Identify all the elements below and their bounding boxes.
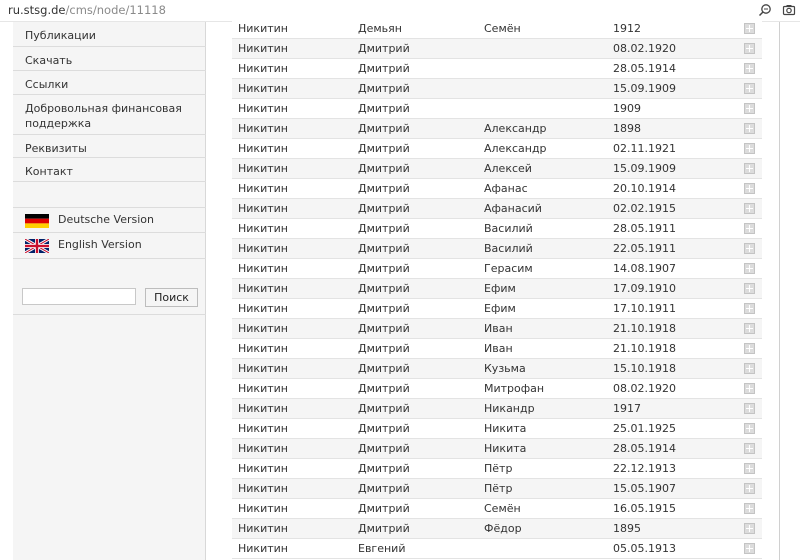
table-row — [232, 419, 762, 439]
search-button[interactable]: Поиск — [145, 288, 198, 307]
menu-item-label: Ссылки — [25, 78, 69, 91]
first-name-cell: Дмитрий — [358, 202, 410, 215]
surname-cell: Никитин — [238, 382, 288, 395]
menu-item-requisites[interactable] — [13, 135, 206, 158]
expand-plus-icon[interactable] — [744, 83, 755, 94]
surname-cell: Никитин — [238, 522, 288, 535]
first-name-cell: Дмитрий — [358, 42, 410, 55]
date-cell: 25.01.1925 — [613, 422, 676, 435]
expand-plus-icon[interactable] — [744, 323, 755, 334]
patronymic-cell: Ефим — [484, 302, 516, 315]
expand-plus-icon[interactable] — [744, 223, 755, 234]
date-cell: 17.10.1911 — [613, 302, 676, 315]
first-name-cell: Дмитрий — [358, 222, 410, 235]
expand-plus-icon[interactable] — [744, 43, 755, 54]
date-cell: 21.10.1918 — [613, 342, 676, 355]
camera-icon[interactable] — [782, 3, 796, 17]
patronymic-cell: Никита — [484, 422, 527, 435]
menu-item-label: Скачать — [25, 54, 73, 67]
first-name-cell: Дмитрий — [358, 422, 410, 435]
url-text[interactable] — [8, 3, 166, 17]
expand-plus-icon[interactable] — [744, 523, 755, 534]
menu-item-links[interactable] — [13, 71, 206, 95]
table-row — [232, 19, 762, 39]
patronymic-cell: Кузьма — [484, 362, 526, 375]
table-row — [232, 79, 762, 99]
first-name-cell: Дмитрий — [358, 262, 410, 275]
patronymic-cell: Пётр — [484, 482, 513, 495]
patronymic-cell: Пётр — [484, 462, 513, 475]
patronymic-cell: Иван — [484, 342, 513, 355]
surname-cell: Никитин — [238, 442, 288, 455]
table-row — [232, 339, 762, 359]
surname-cell: Никитин — [238, 162, 288, 175]
table-row — [232, 399, 762, 419]
table-row — [232, 99, 762, 119]
surname-cell: Никитин — [238, 542, 288, 555]
surname-cell: Никитин — [238, 342, 288, 355]
expand-plus-icon[interactable] — [744, 403, 755, 414]
patronymic-cell: Митрофан — [484, 382, 545, 395]
date-cell: 16.05.1915 — [613, 502, 676, 515]
first-name-cell: Дмитрий — [358, 242, 410, 255]
language-english-link[interactable] — [13, 233, 206, 259]
menu-item-donations[interactable] — [13, 95, 206, 135]
date-cell: 22.05.1911 — [613, 242, 676, 255]
first-name-cell: Дмитрий — [358, 182, 410, 195]
table-row — [232, 159, 762, 179]
surname-cell: Никитин — [238, 302, 288, 315]
expand-plus-icon[interactable] — [744, 203, 755, 214]
table-row — [232, 479, 762, 499]
date-cell: 15.05.1907 — [613, 482, 676, 495]
surname-cell: Никитин — [238, 322, 288, 335]
first-name-cell: Дмитрий — [358, 502, 410, 515]
patronymic-cell: Никандр — [484, 402, 535, 415]
date-cell: 1909 — [613, 102, 641, 115]
surname-cell: Никитин — [238, 122, 288, 135]
expand-plus-icon[interactable] — [744, 283, 755, 294]
table-row — [232, 539, 762, 559]
first-name-cell: Дмитрий — [358, 342, 410, 355]
table-row — [232, 39, 762, 59]
table-row — [232, 519, 762, 539]
menu-item-label: Добровольная финансовая поддержка — [25, 102, 182, 130]
surname-cell: Никитин — [238, 242, 288, 255]
date-cell: 28.05.1914 — [613, 442, 676, 455]
date-cell: 02.11.1921 — [613, 142, 676, 155]
date-cell: 28.05.1914 — [613, 62, 676, 75]
expand-plus-icon[interactable] — [744, 363, 755, 374]
patronymic-cell: Семён — [484, 502, 521, 515]
patronymic-cell: Василий — [484, 222, 533, 235]
german-flag-icon — [25, 214, 49, 228]
date-cell: 14.08.1907 — [613, 262, 676, 275]
search-input[interactable] — [22, 288, 136, 305]
date-cell: 1917 — [613, 402, 641, 415]
patronymic-cell: Василий — [484, 242, 533, 255]
expand-plus-icon[interactable] — [744, 23, 755, 34]
surname-cell: Никитин — [238, 502, 288, 515]
expand-plus-icon[interactable] — [744, 303, 755, 314]
menu-item-download[interactable] — [13, 47, 206, 71]
date-cell: 08.02.1920 — [613, 382, 676, 395]
first-name-cell: Дмитрий — [358, 82, 410, 95]
expand-plus-icon[interactable] — [744, 423, 755, 434]
first-name-cell: Дмитрий — [358, 462, 410, 475]
menu-item-publications[interactable] — [13, 22, 206, 47]
first-name-cell: Дмитрий — [358, 102, 410, 115]
table-row — [232, 59, 762, 79]
uk-flag-icon — [25, 239, 49, 253]
surname-cell: Никитин — [238, 62, 288, 75]
surname-cell: Никитин — [238, 362, 288, 375]
first-name-cell: Дмитрий — [358, 522, 410, 535]
patronymic-cell: Александр — [484, 122, 547, 135]
table-row — [232, 359, 762, 379]
menu-item-label: Публикации — [25, 29, 96, 42]
table-row — [232, 459, 762, 479]
expand-plus-icon[interactable] — [744, 163, 755, 174]
patronymic-cell: Герасим — [484, 262, 533, 275]
patronymic-cell: Фёдор — [484, 522, 522, 535]
expand-plus-icon[interactable] — [744, 483, 755, 494]
date-cell: 15.10.1918 — [613, 362, 676, 375]
date-cell: 1895 — [613, 522, 641, 535]
patronymic-cell: Александр — [484, 142, 547, 155]
patronymic-cell: Семён — [484, 22, 521, 35]
first-name-cell: Евгений — [358, 542, 406, 555]
results-table — [232, 22, 762, 560]
surname-cell: Никитин — [238, 22, 288, 35]
date-cell: 17.09.1910 — [613, 282, 676, 295]
first-name-cell: Дмитрий — [358, 402, 410, 415]
first-name-cell: Дмитрий — [358, 122, 410, 135]
expand-plus-icon[interactable] — [744, 343, 755, 354]
expand-plus-icon[interactable] — [744, 443, 755, 454]
patronymic-cell: Алексей — [484, 162, 532, 175]
table-row — [232, 299, 762, 319]
date-cell: 21.10.1918 — [613, 322, 676, 335]
date-cell: 15.09.1909 — [613, 82, 676, 95]
menu-item-label: Контакт — [25, 165, 73, 178]
surname-cell: Никитин — [238, 402, 288, 415]
patronymic-cell: Афанасий — [484, 202, 542, 215]
surname-cell: Никитин — [238, 102, 288, 115]
first-name-cell: Дмитрий — [358, 142, 410, 155]
url-host: ru.stsg.de — [8, 3, 66, 17]
url-path: /cms/node/11118 — [65, 3, 166, 17]
first-name-cell: Дмитрий — [358, 162, 410, 175]
surname-cell: Никитин — [238, 42, 288, 55]
surname-cell: Никитин — [238, 282, 288, 295]
expand-plus-icon[interactable] — [744, 383, 755, 394]
expand-plus-icon[interactable] — [744, 263, 755, 274]
surname-cell: Никитин — [238, 222, 288, 235]
expand-plus-icon[interactable] — [744, 63, 755, 74]
surname-cell: Никитин — [238, 202, 288, 215]
expand-plus-icon[interactable] — [744, 503, 755, 514]
surname-cell: Никитин — [238, 82, 288, 95]
table-row — [232, 259, 762, 279]
first-name-cell: Дмитрий — [358, 482, 410, 495]
language-label: English Version — [58, 238, 142, 251]
date-cell: 1898 — [613, 122, 641, 135]
first-name-cell: Дмитрий — [358, 282, 410, 295]
first-name-cell: Дмитрий — [358, 362, 410, 375]
sidebar — [13, 22, 206, 560]
table-row — [232, 199, 762, 219]
expand-plus-icon[interactable] — [744, 143, 755, 154]
first-name-cell: Дмитрий — [358, 382, 410, 395]
table-row — [232, 139, 762, 159]
surname-cell: Никитин — [238, 422, 288, 435]
date-cell: 08.02.1920 — [613, 42, 676, 55]
menu-item-label: Реквизиты — [25, 142, 87, 155]
surname-cell: Никитин — [238, 142, 288, 155]
first-name-cell: Дмитрий — [358, 442, 410, 455]
expand-plus-icon[interactable] — [744, 543, 755, 554]
date-cell: 05.05.1913 — [613, 542, 676, 555]
content-right-border — [779, 22, 780, 560]
patronymic-cell: Никита — [484, 442, 527, 455]
table-row — [232, 439, 762, 459]
patronymic-cell: Ефим — [484, 282, 516, 295]
first-name-cell: Демьян — [358, 22, 402, 35]
date-cell: 20.10.1914 — [613, 182, 676, 195]
table-row — [232, 119, 762, 139]
expand-plus-icon[interactable] — [744, 123, 755, 134]
language-german-link[interactable] — [13, 208, 206, 233]
language-label: Deutsche Version — [58, 213, 154, 226]
patronymic-cell: Афанас — [484, 182, 528, 195]
table-row — [232, 379, 762, 399]
first-name-cell: Дмитрий — [358, 302, 410, 315]
table-row — [232, 319, 762, 339]
date-cell: 22.12.1913 — [613, 462, 676, 475]
first-name-cell: Дмитрий — [358, 62, 410, 75]
sidebar-spacer — [13, 182, 206, 208]
date-cell: 15.09.1909 — [613, 162, 676, 175]
surname-cell: Никитин — [238, 462, 288, 475]
table-row — [232, 279, 762, 299]
table-row — [232, 239, 762, 259]
menu-item-contact[interactable] — [13, 158, 206, 182]
date-cell: 1912 — [613, 22, 641, 35]
patronymic-cell: Иван — [484, 322, 513, 335]
surname-cell: Никитин — [238, 182, 288, 195]
expand-plus-icon[interactable] — [744, 183, 755, 194]
first-name-cell: Дмитрий — [358, 322, 410, 335]
date-cell: 02.02.1915 — [613, 202, 676, 215]
table-row — [232, 219, 762, 239]
zoom-icon[interactable] — [758, 3, 772, 17]
surname-cell: Никитин — [238, 262, 288, 275]
table-row — [232, 179, 762, 199]
expand-plus-icon[interactable] — [744, 103, 755, 114]
expand-plus-icon[interactable] — [744, 463, 755, 474]
expand-plus-icon[interactable] — [744, 243, 755, 254]
surname-cell: Никитин — [238, 482, 288, 495]
date-cell: 28.05.1911 — [613, 222, 676, 235]
table-row — [232, 499, 762, 519]
